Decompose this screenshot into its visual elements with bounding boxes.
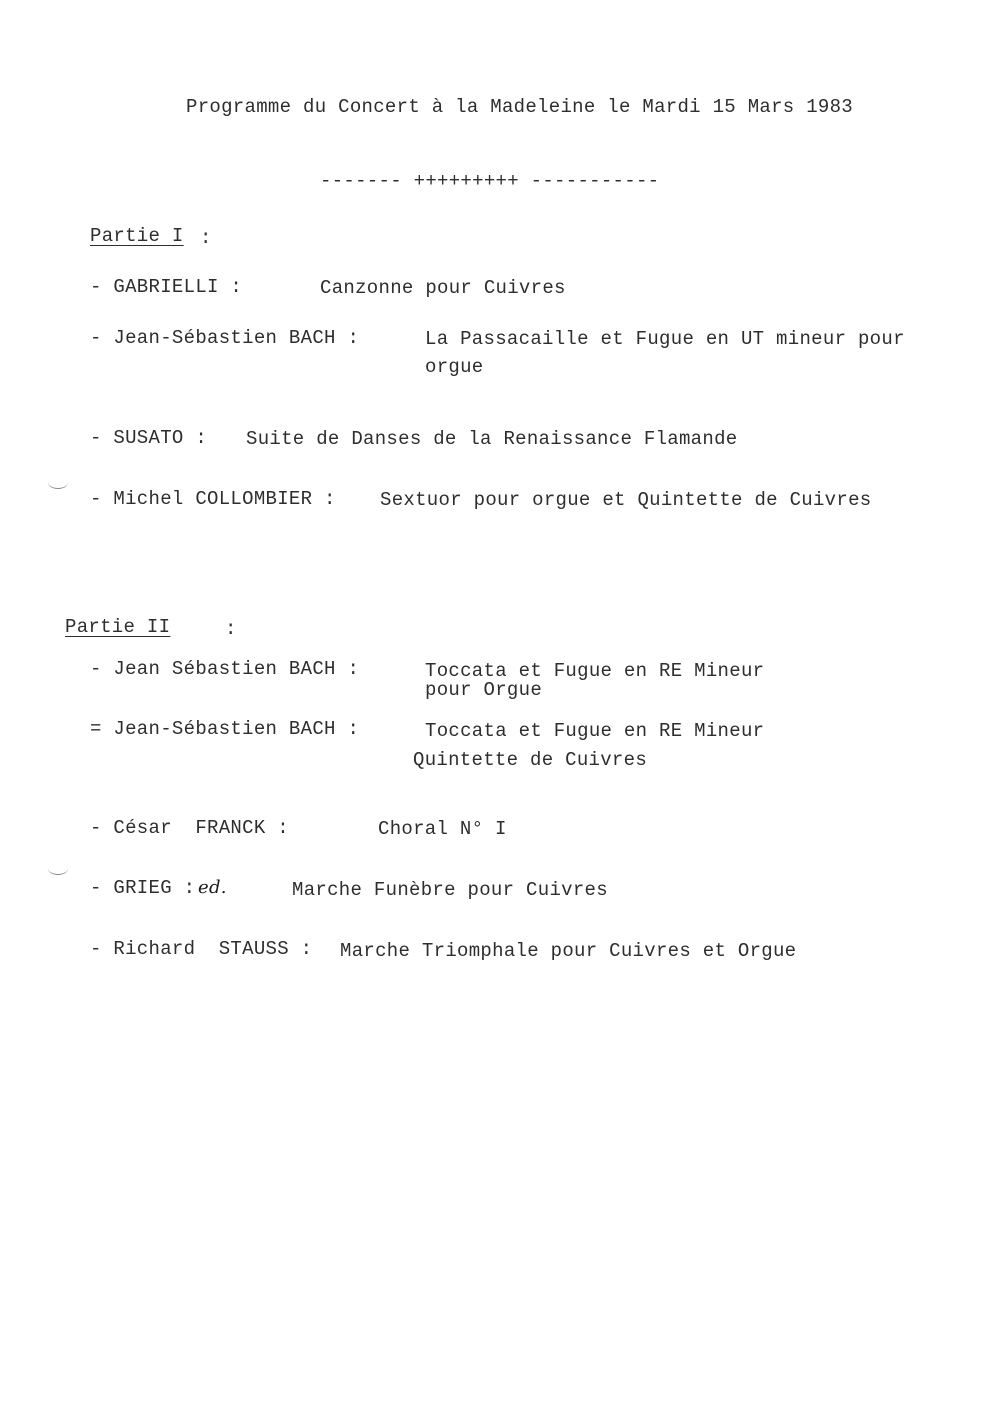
handwritten-annotation: ed. [198, 877, 227, 898]
concert-title: Programme du Concert à la Madeleine le Mardi 15 Mars 1983 [186, 96, 854, 118]
work-bach-3: Toccata et Fugue en RE Mineur [425, 720, 765, 742]
composer-bach-2: - Jean Sébastien BACH : [90, 658, 360, 680]
work-bach-1: La Passacaille et Fugue en UT mineur pour [425, 328, 905, 350]
composer-collombier: - Michel COLLOMBIER : [90, 488, 336, 510]
composer-susato: - SUSATO : [90, 427, 208, 449]
pencil-tick-mark [48, 862, 68, 875]
work-bach-2-cont: pour Orgue [425, 679, 543, 701]
composer-bach-1: - Jean-Sébastien BACH : [90, 327, 360, 349]
work-strauss: Marche Triomphale pour Cuivres et Orgue [340, 940, 797, 962]
work-bach-1-cont: orgue [425, 356, 484, 378]
composer-strauss: - Richard STAUSS : [90, 938, 313, 960]
part-1-heading: Partie I [90, 225, 184, 247]
composer-franck: - César FRANCK : [90, 817, 289, 839]
work-grieg: Marche Funèbre pour Cuivres [292, 879, 608, 901]
part-1-colon: : [200, 227, 212, 249]
composer-gabrielli: - GABRIELLI : [90, 276, 243, 298]
separator-line: ------- +++++++++ ----------- [320, 170, 660, 192]
work-susato: Suite de Danses de la Renaissance Flamande [246, 428, 738, 450]
work-gabrielli: Canzonne pour Cuivres [320, 277, 566, 299]
pencil-tick-mark [48, 476, 68, 489]
part-2-heading: Partie II [65, 616, 171, 638]
part-2-colon: : [225, 618, 237, 640]
work-collombier: Sextuor pour orgue et Quintette de Cuivres [380, 489, 872, 511]
work-bach-2: Toccata et Fugue en RE Mineur [425, 660, 765, 682]
composer-bach-3: = Jean-Sébastien BACH : [90, 718, 360, 740]
work-bach-3-cont: Quintette de Cuivres [413, 749, 648, 771]
composer-grieg: - GRIEG : [90, 877, 196, 899]
work-franck: Choral N° I [378, 818, 507, 840]
